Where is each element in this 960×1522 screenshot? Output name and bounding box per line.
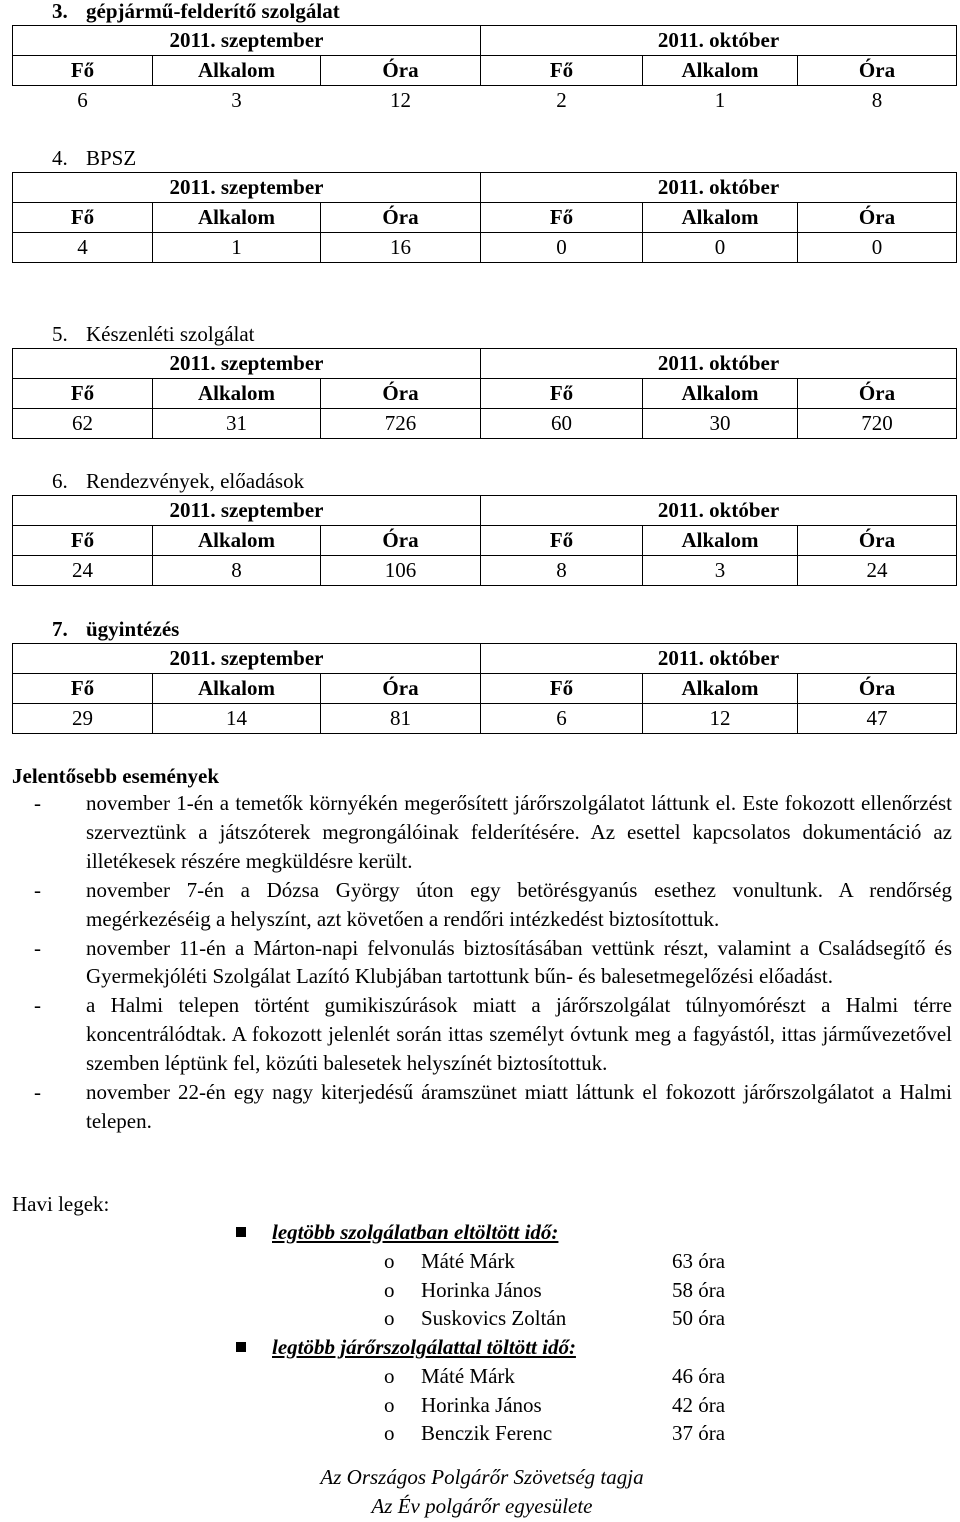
value-cell: 31 [153,409,321,439]
havi-legek-label: Havi legek: [12,1192,110,1216]
list-item [236,1419,796,1448]
value-row [13,556,957,586]
value-row [13,233,957,263]
circle-bullet: o [384,1249,395,1273]
value-cell: 30 [643,409,798,439]
dash-marker: - [34,1080,41,1105]
stats-table [12,495,957,586]
footer-line-1: Az Országos Polgárőr Szövetség tagja [320,1465,644,1489]
col-header: Fő [13,526,153,556]
period-september: 2011. szeptember [13,349,481,379]
period-row [13,496,957,526]
value-cell: 29 [13,704,153,734]
col-header: Óra [321,56,481,86]
value-cell: 60 [481,409,643,439]
monthly-records [236,1218,796,1448]
col-header: Alkalom [153,674,321,704]
period-row [13,644,957,674]
col-header: Alkalom [643,526,798,556]
value-cell: 0 [643,233,798,263]
value-cell: 720 [798,409,957,439]
col-header: Alkalom [643,56,798,86]
list-item [34,789,952,876]
value-row [13,86,957,116]
value-cell: 1 [714,88,726,112]
person-hours: 58 óra [672,1277,726,1302]
section-name: BPSZ [86,146,137,170]
value-cell: 24 [798,556,957,586]
list-item [236,1276,796,1305]
events-list [34,789,952,1136]
value-cell: 47 [798,704,957,734]
col-header: Óra [798,379,957,409]
period-october: 2011. október [481,496,957,526]
person-name: Suskovics Zoltán [421,1306,567,1331]
col-header: Óra [321,526,481,556]
section-number: 7. [52,617,68,641]
person-name: Horinka János [421,1392,542,1417]
stats-table [12,172,957,263]
period-october: 2011. október [481,26,957,56]
col-header: Fő [481,379,643,409]
col-header: Óra [798,526,957,556]
period-september: 2011. szeptember [13,26,481,56]
event-text: november 1-én a temetők környékén megerősített járőrszolgálatot láttunk el. Este fokozott ellenőrzést szerveztünk a játszóterek megrongálóinak felderítésére. Az esettel kapcsolatos dokumentáció az illetékesek részére megküldésre került. [86,791,952,873]
col-header: Fő [13,56,153,86]
section-title [52,145,136,171]
period-september: 2011. szeptember [13,644,481,674]
period-september: 2011. szeptember [13,496,481,526]
period-row [13,349,957,379]
col-header: Alkalom [153,526,321,556]
header-row [13,56,957,86]
circle-bullet: o [384,1306,395,1331]
value-cell: 12 [390,88,411,112]
section-title [52,616,179,642]
header-row [13,379,957,409]
person-hours: 50 óra [672,1306,726,1331]
section-name: gépjármű-felderítő szolgálat [86,0,340,23]
dash-marker: - [34,935,41,960]
header-row [13,674,957,704]
value-cell: 2 [556,88,567,112]
col-header: Fő [13,674,153,704]
period-row [13,173,957,203]
col-header: Óra [321,379,481,409]
circle-bullet: o [384,1421,395,1446]
section-name: Rendezvények, előadások [86,469,305,493]
value-cell: 4 [13,233,153,263]
value-cell: 62 [13,409,153,439]
value-cell: 6 [481,704,643,734]
list-item [236,1304,796,1333]
col-header: Alkalom [643,203,798,233]
value-cell: 14 [153,704,321,734]
header-row [13,526,957,556]
person-name: Máté Márk [421,1364,515,1389]
col-header: Alkalom [153,56,321,86]
list-item [34,1078,952,1136]
value-cell: 24 [13,556,153,586]
category-title: legtöbb szolgálatban eltöltött idő: [272,1220,559,1244]
section-number: 3. [52,0,68,23]
period-october: 2011. október [481,173,957,203]
col-header: Fő [481,674,643,704]
circle-bullet: o [384,1392,395,1417]
section-title [52,321,255,347]
person-hours: 42 óra [672,1392,726,1417]
value-cell: 8 [481,556,643,586]
value-cell: 1 [153,233,321,263]
events-heading: Jelentősebb események [12,764,220,788]
value-cell: 8 [871,88,883,112]
col-header: Alkalom [153,379,321,409]
person-hours: 63 óra [672,1249,726,1273]
event-text: a Halmi telepen történt gumikiszúrások miatt a járőrszolgálat túlnyomórészt a Halmi térre koncentrálódtak. A fokozott jelenlét során ittas személyt óvtunk meg a fagyástól, ittas járművezetővel szemben léptünk fel, közúti balesetek helyszínét biztosítottuk. [86,993,952,1076]
col-header: Óra [321,674,481,704]
square-bullet-icon [236,1227,246,1237]
list-item [236,1247,796,1276]
record-category [236,1218,796,1247]
period-october: 2011. október [481,644,957,674]
record-category [236,1333,796,1362]
section-title [52,468,304,494]
col-header: Fő [13,203,153,233]
section-name: Készenléti szolgálat [86,322,255,346]
section-number: 4. [52,146,68,170]
person-name: Máté Márk [421,1249,515,1273]
col-header: Óra [798,203,957,233]
person-hours: 37 óra [672,1421,726,1446]
person-name: Benczik Ferenc [421,1421,553,1446]
value-cell: 3 [643,556,798,586]
section-name: ügyintézés [86,617,180,641]
event-text: november 7-én a Dózsa György úton egy betörésgyanús esethez vonultunk. A rendőrség megérkezéséig a helyszínt, azt követően a rendőri intézkedést biztosítottuk. [86,877,952,931]
person-name: Horinka János [421,1277,542,1302]
stats-table [12,25,957,115]
col-header: Óra [798,56,957,86]
footer-line-2: Az Év polgárőr egyesülete [371,1494,593,1518]
col-header: Fő [13,379,153,409]
event-text: november 11-én a Márton-napi felvonulás biztosításában vettünk részt, valamint a Családsegítő és Gyermekjóléti Szolgálat Lazító Klubjában tartottunk bűn- és balesetmegelőzési előadást. [86,935,952,989]
stats-table [12,348,957,439]
col-header: Fő [481,203,643,233]
value-row [13,409,957,439]
value-cell: 6 [77,88,88,112]
value-cell: 726 [321,409,481,439]
list-item [34,991,952,1078]
value-cell: 3 [231,88,242,112]
dash-marker: - [34,877,41,902]
circle-bullet: o [384,1364,395,1389]
section-number: 5. [52,322,68,346]
period-row [13,26,957,56]
col-header: Óra [798,674,957,704]
col-header: Óra [321,203,481,233]
value-cell: 106 [321,556,481,586]
col-header: Fő [481,56,643,86]
list-item [236,1391,796,1420]
value-cell: 81 [321,704,481,734]
category-title: legtöbb járőrszolgálattal töltött idő: [272,1335,576,1360]
col-header: Alkalom [643,379,798,409]
dash-marker: - [34,791,41,815]
list-item [236,1362,796,1391]
value-row [13,704,957,734]
dash-marker: - [34,993,41,1018]
list-item [34,876,952,934]
col-header: Fő [481,526,643,556]
section-title [52,0,340,24]
stats-table [12,643,957,734]
value-cell: 8 [153,556,321,586]
value-cell: 16 [321,233,481,263]
list-item [34,934,952,992]
header-row [13,203,957,233]
section-number: 6. [52,469,68,493]
square-bullet-icon [236,1342,246,1352]
person-hours: 46 óra [672,1364,726,1389]
period-october: 2011. október [481,349,957,379]
circle-bullet: o [384,1277,395,1302]
period-september: 2011. szeptember [13,173,481,203]
col-header: Alkalom [643,674,798,704]
value-cell: 12 [643,704,798,734]
event-text: november 22-én egy nagy kiterjedésű áramszünet miatt láttunk el fokozott járőrszolgálatot a Halmi telepen. [86,1080,952,1133]
value-cell: 0 [481,233,643,263]
value-cell: 0 [798,233,957,263]
col-header: Alkalom [153,203,321,233]
